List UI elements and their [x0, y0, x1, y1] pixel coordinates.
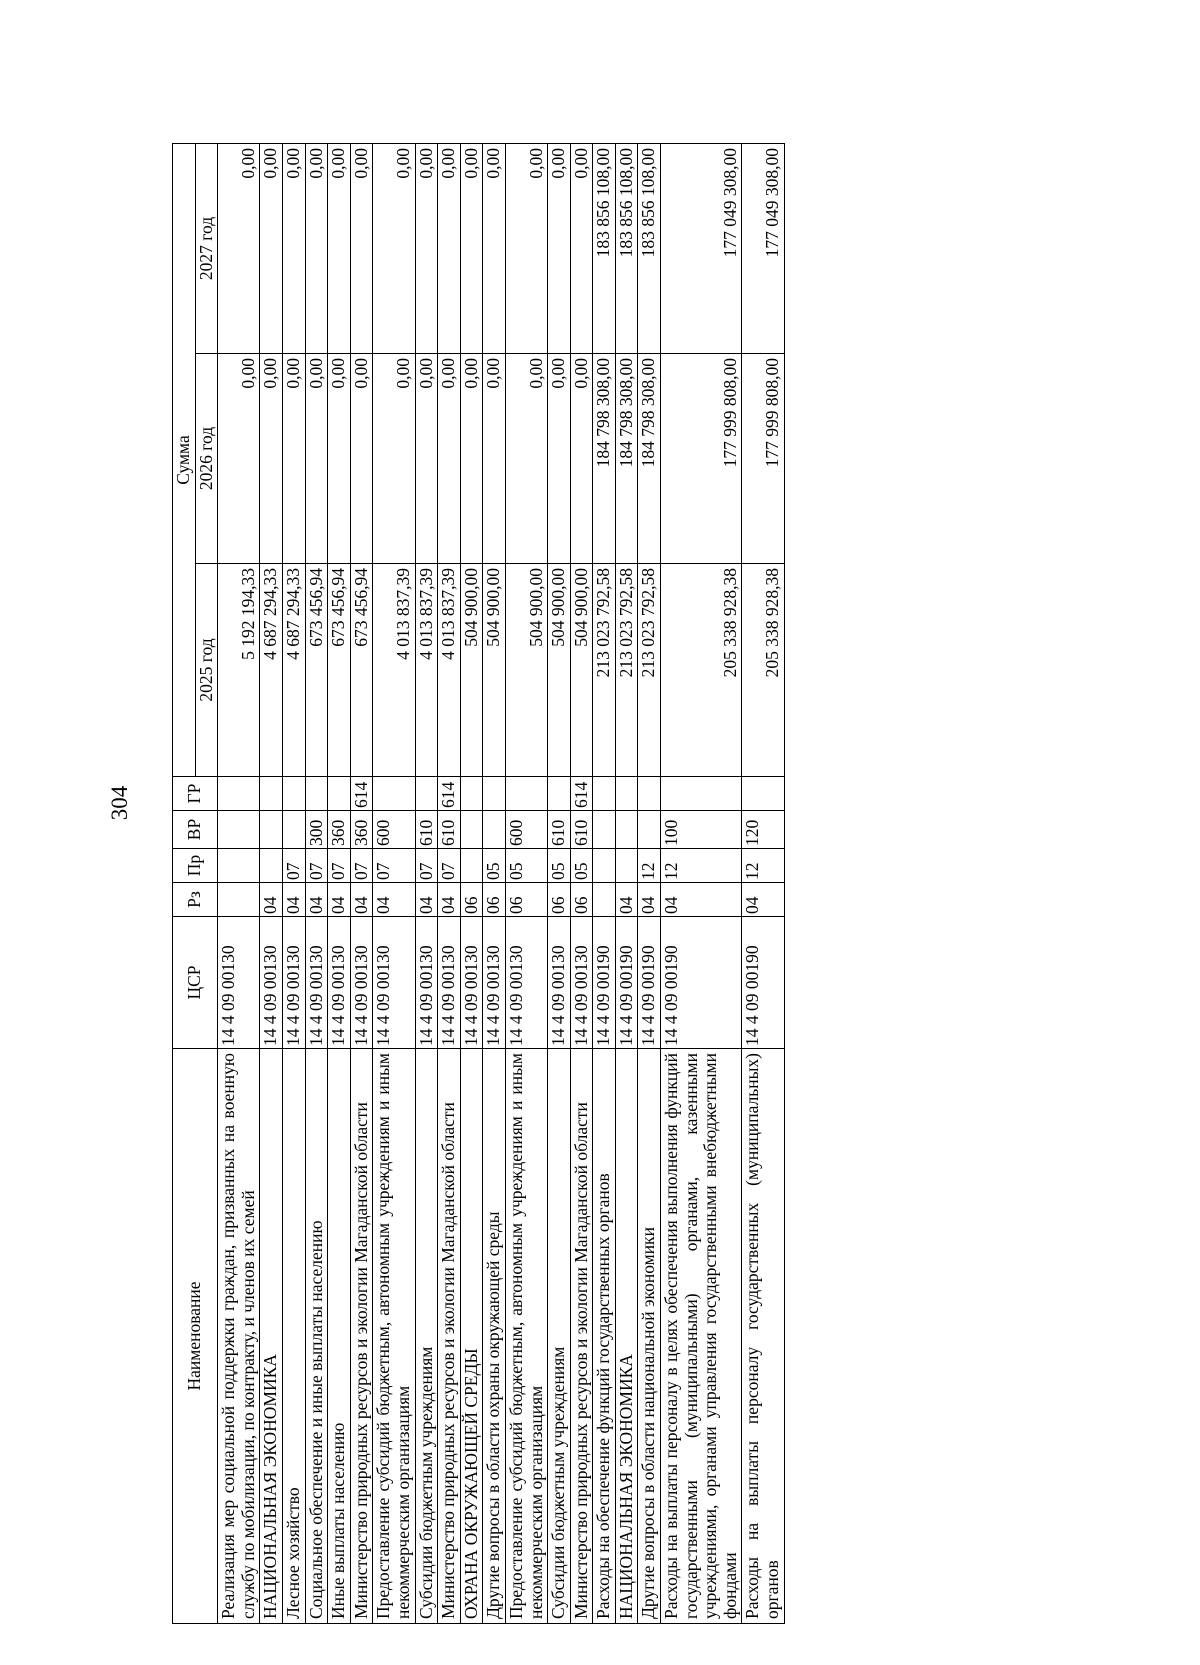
cell-csr: 14 4 09 00130	[328, 917, 351, 1049]
cell-vr: 600	[505, 811, 547, 849]
cell-2025: 4 687 294,33	[282, 564, 305, 777]
table-row	[328, 143, 351, 1623]
cell-name: Иные выплаты населению	[328, 1049, 351, 1624]
table-row	[350, 143, 373, 1623]
cell-name: НАЦИОНАЛЬНАЯ ЭКОНОМИКА	[615, 1049, 638, 1624]
cell-2025: 5 192 194,33	[218, 564, 260, 777]
cell-pr: 05	[570, 849, 593, 883]
cell-name: Реализация мер социальной поддержки граждан, призванных на военную службу по мобилизации, по контракту, и членов их семей	[218, 1049, 260, 1624]
cell-csr: 14 4 09 00130	[415, 917, 438, 1049]
cell-vr	[615, 811, 638, 849]
table-row	[373, 143, 415, 1623]
cell-pr	[460, 849, 483, 883]
cell-vr	[218, 811, 260, 849]
cell-csr: 14 4 09 00130	[305, 917, 328, 1049]
cell-gr	[483, 777, 506, 811]
cell-rz: 04	[282, 883, 305, 917]
cell-2027: 0,00	[305, 143, 328, 353]
cell-2026: 177 999 808,00	[661, 354, 742, 564]
cell-2025: 4 013 837,39	[438, 564, 461, 777]
cell-rz: 04	[260, 883, 283, 917]
budget-table	[172, 143, 785, 1624]
cell-rz: 04	[415, 883, 438, 917]
cell-rz	[593, 883, 616, 917]
cell-name: Лесное хозяйство	[282, 1049, 305, 1624]
cell-rz: 04	[638, 883, 661, 917]
cell-csr: 14 4 09 00130	[350, 917, 373, 1049]
cell-2027: 183 856 108,00	[638, 143, 661, 353]
cell-gr	[282, 777, 305, 811]
cell-vr: 300	[305, 811, 328, 849]
cell-pr: 12	[638, 849, 661, 883]
cell-pr	[260, 849, 283, 883]
cell-2025: 504 900,00	[460, 564, 483, 777]
cell-2027: 0,00	[328, 143, 351, 353]
cell-csr: 14 4 09 00130	[505, 917, 547, 1049]
cell-2027: 0,00	[350, 143, 373, 353]
cell-csr: 14 4 09 00130	[373, 917, 415, 1049]
table-row	[415, 143, 438, 1623]
table-row	[260, 143, 283, 1623]
cell-2026: 0,00	[218, 354, 260, 564]
table-row	[460, 143, 483, 1623]
cell-vr: 610	[570, 811, 593, 849]
cell-2026: 0,00	[415, 354, 438, 564]
cell-rz: 04	[350, 883, 373, 917]
cell-vr: 610	[438, 811, 461, 849]
cell-rz: 06	[548, 883, 571, 917]
cell-pr: 07	[305, 849, 328, 883]
table-row	[593, 143, 616, 1623]
cell-vr	[593, 811, 616, 849]
table-row	[218, 143, 260, 1623]
cell-2027: 0,00	[282, 143, 305, 353]
cell-csr: 14 4 09 00190	[742, 917, 784, 1049]
cell-name: Предоставление субсидий бюджетным, автономным учреждениям и иным некоммерческим организациям	[373, 1049, 415, 1624]
table-body	[218, 143, 784, 1623]
cell-2027: 0,00	[505, 143, 547, 353]
cell-name: Социальное обеспечение и иные выплаты населению	[305, 1049, 328, 1624]
cell-rz: 04	[742, 883, 784, 917]
cell-2027: 0,00	[483, 143, 506, 353]
table-row	[483, 143, 506, 1623]
header-row-1	[173, 143, 196, 1623]
cell-rz: 04	[373, 883, 415, 917]
cell-pr: 07	[415, 849, 438, 883]
cell-gr	[328, 777, 351, 811]
cell-2025: 4 013 837,39	[415, 564, 438, 777]
table-row	[548, 143, 571, 1623]
cell-2027: 183 856 108,00	[615, 143, 638, 353]
cell-gr	[742, 777, 784, 811]
cell-2026: 0,00	[328, 354, 351, 564]
page-number: 304	[107, 785, 132, 821]
cell-csr: 14 4 09 00190	[661, 917, 742, 1049]
cell-2025: 673 456,94	[350, 564, 373, 777]
cell-name: Субсидии бюджетным учреждениям	[415, 1049, 438, 1624]
header-vr: ВР	[173, 811, 218, 849]
cell-csr: 14 4 09 00130	[438, 917, 461, 1049]
cell-csr: 14 4 09 00190	[638, 917, 661, 1049]
cell-pr: 07	[282, 849, 305, 883]
cell-2026: 0,00	[373, 354, 415, 564]
cell-csr: 14 4 09 00130	[483, 917, 506, 1049]
cell-csr: 14 4 09 00190	[615, 917, 638, 1049]
cell-2026: 184 798 308,00	[638, 354, 661, 564]
cell-gr	[305, 777, 328, 811]
table-row	[570, 143, 593, 1623]
table-row	[661, 143, 742, 1623]
cell-name: Министерство природных ресурсов и экологии Магаданской области	[350, 1049, 373, 1624]
cell-vr: 610	[415, 811, 438, 849]
cell-rz: 06	[460, 883, 483, 917]
cell-pr: 07	[328, 849, 351, 883]
cell-2025: 504 900,00	[505, 564, 547, 777]
cell-vr	[638, 811, 661, 849]
cell-2027: 0,00	[218, 143, 260, 353]
table-row	[505, 143, 547, 1623]
cell-csr: 14 4 09 00130	[260, 917, 283, 1049]
header-rz: Рз	[173, 883, 218, 917]
cell-pr	[593, 849, 616, 883]
cell-name: ОХРАНА ОКРУЖАЮЩЕЙ СРЕДЫ	[460, 1049, 483, 1624]
cell-2026: 0,00	[282, 354, 305, 564]
cell-name: Расходы на выплаты персоналу государственных (муниципальных) органов	[742, 1049, 784, 1624]
cell-2026: 0,00	[460, 354, 483, 564]
cell-2026: 177 999 808,00	[742, 354, 784, 564]
header-2025: 2025 год	[195, 564, 218, 777]
cell-2025: 504 900,00	[548, 564, 571, 777]
cell-csr: 14 4 09 00190	[593, 917, 616, 1049]
cell-pr: 05	[505, 849, 547, 883]
cell-2027: 0,00	[570, 143, 593, 353]
cell-vr	[282, 811, 305, 849]
cell-2027: 0,00	[460, 143, 483, 353]
cell-2027: 177 049 308,00	[742, 143, 784, 353]
cell-2025: 673 456,94	[305, 564, 328, 777]
cell-pr: 05	[548, 849, 571, 883]
cell-name: Субсидии бюджетным учреждениям	[548, 1049, 571, 1624]
cell-2027: 0,00	[438, 143, 461, 353]
table-row	[305, 143, 328, 1623]
cell-2026: 184 798 308,00	[593, 354, 616, 564]
table-row	[742, 143, 784, 1623]
cell-name: Расходы на выплаты персоналу в целях обеспечения выполнения функций государственными (муниципальными) органами, казенными учреждениями, органами управления государственными внебюджетными фондами	[661, 1049, 742, 1624]
cell-pr: 07	[438, 849, 461, 883]
cell-2027: 0,00	[260, 143, 283, 353]
cell-pr: 07	[373, 849, 415, 883]
cell-rz: 06	[483, 883, 506, 917]
cell-2025: 4 013 837,39	[373, 564, 415, 777]
header-sum: Сумма	[173, 143, 196, 776]
cell-gr	[505, 777, 547, 811]
cell-2025: 504 900,00	[483, 564, 506, 777]
cell-gr	[460, 777, 483, 811]
cell-2026: 0,00	[305, 354, 328, 564]
cell-gr	[638, 777, 661, 811]
cell-csr: 14 4 09 00130	[570, 917, 593, 1049]
cell-vr	[260, 811, 283, 849]
cell-vr: 600	[373, 811, 415, 849]
cell-csr: 14 4 09 00130	[218, 917, 260, 1049]
cell-2025: 205 338 928,38	[661, 564, 742, 777]
cell-gr	[615, 777, 638, 811]
table-row	[282, 143, 305, 1623]
cell-rz: 04	[305, 883, 328, 917]
header-csr: ЦСР	[173, 917, 218, 1049]
header-pr: Пр	[173, 849, 218, 883]
cell-vr	[460, 811, 483, 849]
cell-2027: 0,00	[548, 143, 571, 353]
cell-gr	[548, 777, 571, 811]
cell-2025: 504 900,00	[570, 564, 593, 777]
cell-name: Расходы на обеспечение функций государственных органов	[593, 1049, 616, 1624]
cell-2026: 184 798 308,00	[615, 354, 638, 564]
cell-pr: 12	[661, 849, 742, 883]
cell-2025: 213 023 792,58	[638, 564, 661, 777]
table-row	[615, 143, 638, 1623]
cell-name: НАЦИОНАЛЬНАЯ ЭКОНОМИКА	[260, 1049, 283, 1624]
cell-2026: 0,00	[548, 354, 571, 564]
cell-vr: 610	[548, 811, 571, 849]
cell-2026: 0,00	[505, 354, 547, 564]
cell-gr: 614	[350, 777, 373, 811]
cell-gr: 614	[570, 777, 593, 811]
cell-rz: 04	[438, 883, 461, 917]
cell-pr: 12	[742, 849, 784, 883]
cell-2026: 0,00	[483, 354, 506, 564]
header-name: Наименование	[173, 1049, 218, 1624]
cell-2026: 0,00	[350, 354, 373, 564]
cell-rz: 06	[570, 883, 593, 917]
cell-name: Предоставление субсидий бюджетным, автономным учреждениям и иным некоммерческим организациям	[505, 1049, 547, 1624]
cell-name: Другие вопросы в области национальной экономики	[638, 1049, 661, 1624]
cell-2027: 0,00	[373, 143, 415, 353]
cell-rz: 06	[505, 883, 547, 917]
cell-2025: 205 338 928,38	[742, 564, 784, 777]
cell-2025: 213 023 792,58	[593, 564, 616, 777]
cell-gr	[218, 777, 260, 811]
cell-csr: 14 4 09 00130	[460, 917, 483, 1049]
cell-2025: 4 687 294,33	[260, 564, 283, 777]
cell-name: Другие вопросы в области охраны окружающей среды	[483, 1049, 506, 1624]
cell-name: Министерство природных ресурсов и экологии Магаданской области	[570, 1049, 593, 1624]
cell-vr: 120	[742, 811, 784, 849]
cell-2027: 183 856 108,00	[593, 143, 616, 353]
cell-name: Министерство природных ресурсов и экологии Магаданской области	[438, 1049, 461, 1624]
cell-2025: 213 023 792,58	[615, 564, 638, 777]
cell-pr	[615, 849, 638, 883]
header-2026: 2026 год	[195, 354, 218, 564]
cell-pr: 05	[483, 849, 506, 883]
cell-vr: 100	[661, 811, 742, 849]
cell-2026: 0,00	[438, 354, 461, 564]
cell-2027: 177 049 308,00	[661, 143, 742, 353]
cell-gr	[415, 777, 438, 811]
cell-2025: 673 456,94	[328, 564, 351, 777]
header-gr: ГР	[173, 777, 218, 811]
cell-vr: 360	[350, 811, 373, 849]
cell-gr	[373, 777, 415, 811]
table-row	[638, 143, 661, 1623]
cell-rz: 04	[615, 883, 638, 917]
cell-csr: 14 4 09 00130	[282, 917, 305, 1049]
cell-2026: 0,00	[570, 354, 593, 564]
cell-csr: 14 4 09 00130	[548, 917, 571, 1049]
cell-gr: 614	[438, 777, 461, 811]
cell-gr	[260, 777, 283, 811]
cell-gr	[661, 777, 742, 811]
cell-2027: 0,00	[415, 143, 438, 353]
cell-vr: 360	[328, 811, 351, 849]
cell-pr	[218, 849, 260, 883]
table-row	[438, 143, 461, 1623]
cell-rz: 04	[661, 883, 742, 917]
cell-vr	[483, 811, 506, 849]
cell-gr	[593, 777, 616, 811]
cell-pr: 07	[350, 849, 373, 883]
header-2027: 2027 год	[195, 143, 218, 353]
cell-2026: 0,00	[260, 354, 283, 564]
cell-rz	[218, 883, 260, 917]
cell-rz: 04	[328, 883, 351, 917]
